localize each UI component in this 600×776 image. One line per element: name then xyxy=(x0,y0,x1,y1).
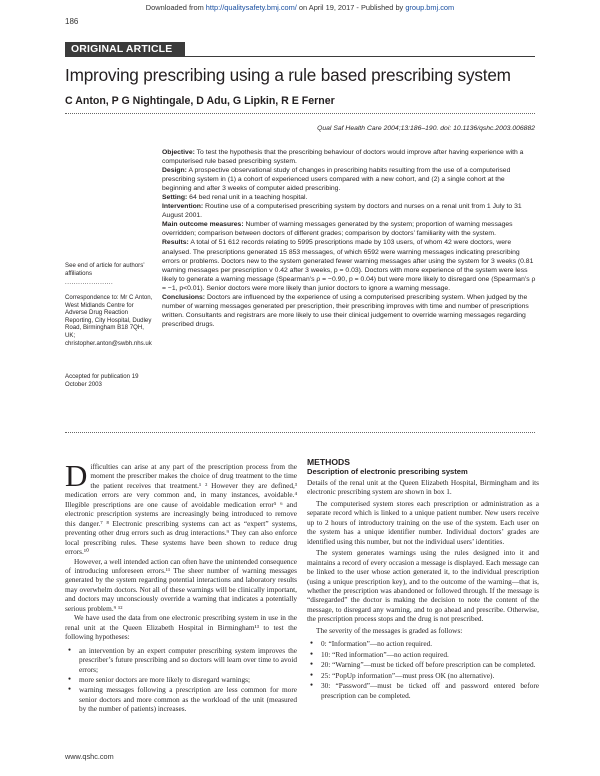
severity-list xyxy=(307,639,539,700)
article-title: Improving prescribing using a rule based prescribing system xyxy=(65,65,511,85)
list-item: ● an intervention by an expert computer prescribing system improves the prescriber’s future prescribing and so doctors will learn over time to avoid errors; xyxy=(65,646,297,674)
methods-subheading: Description of electronic prescribing system xyxy=(307,467,468,476)
abstract-setting: Setting: 64 bed renal unit in a teaching hospital. xyxy=(162,194,308,202)
page-number: 186 xyxy=(65,17,79,26)
methods-paragraph-4: The severity of the messages is graded as follows: xyxy=(316,625,463,635)
methods-paragraph-2: The computerised system stores each prescription or administration as a separate record which is linked to a unique patient number. New users receive up to 2 hours of introductory training on the use of the system. Each user on the system has a unique identifier number. Individual doctors’ grades are identified using this number, but not the individual users’ identities. xyxy=(307,498,539,546)
methods-paragraph-3: The system generates warnings using the rules designed into it and maintains a record of every occasion a message is displayed. Each message can be linked to the user whose action generated it, to the individual prescription (using a unique prescription key), and to the outcome of the warning—that is, whether the prescription was abandoned or followed through. If the message is “disregarded” the doctor is making the decision to note the content of the message, to disregard any warning, and to go ahead and prescribe. Otherwise, the prescription process stops and the drug is not prescribed. xyxy=(307,548,539,624)
list-item: ● warning messages following a prescription are less common for more senior doctors and more common as the workload of the unit (measured by the number of patients) increases. xyxy=(65,685,297,713)
list-item: ● 30: “Password”—must be ticked off and password entered before prescription can be completed. xyxy=(307,681,539,700)
abstract-intervention: Intervention: Routine use of a computerised prescribing system by doctors and nurses on a renal unit from 1 July to 31 August 2001. xyxy=(162,203,522,220)
abstract-objective: Objective: To test the hypothesis that the prescribing behaviour of doctors would improve after having experience with a computerised rule based prescribing system. xyxy=(162,149,524,166)
abstract-results: Results: A total of 51 612 records relating to 5995 prescriptions made by 103 users, of whom 42 were doctors, were analysed. The prescriptions generated 15 853 messages, of which 6592 were warning messages indicating prescribing errors or problems. Doctors new to the system generated fewer warning messages after using the system for 3 weeks (0.81 warning messages per prescription v 0.42 after 3 weeks, p = 0.03). Doctors with more experience of the system were less likely to generate a warning message (Spearman’s ρ = −0.90, p = 0.04) but were more likely to disregard one (Spearman’s ρ = −1, p<0.01). Senior doctors were more likely than junior doctors to ignore a warning message. xyxy=(162,239,536,292)
body-column-left xyxy=(65,458,297,716)
hypotheses-list xyxy=(65,646,297,714)
methods-heading: METHODS xyxy=(307,457,350,467)
download-notice xyxy=(0,3,600,12)
download-link[interactable]: http://qualitysafety.bmj.com/ xyxy=(205,3,297,12)
abstract-design: Design: A prospective observational study of changes in prescribing habits resulting from the use of a computerised prescribing system in (1) a cohort of experienced users compared with a new cohort, and (2) a single cohort at the beginning and after 3 weeks of computer aided prescribing. xyxy=(162,167,511,193)
citation: Qual Saf Health Care 2004;13:186–190. doi: 10.1136/qshc.2003.006882 xyxy=(317,125,535,132)
body-column-right xyxy=(307,457,539,702)
sidebar-separator: ...................... xyxy=(65,279,114,286)
list-item: ● more senior doctors are more likely to disregard warnings; xyxy=(65,675,297,684)
publisher-link[interactable]: group.bmj.com xyxy=(405,3,455,12)
footer-site: www.qshc.com xyxy=(65,752,114,761)
methods-paragraph-1: Details of the renal unit at the Queen Elizabeth Hospital, Birmingham and its electronic prescribing system are shown in box 1. xyxy=(307,478,539,497)
download-prefix: Downloaded from xyxy=(145,3,206,12)
sidebar-affiliations-note: See end of article for authors’ affiliations xyxy=(65,262,145,277)
article-authors: C Anton, P G Nightingale, D Adu, G Lipkin, R E Ferner xyxy=(65,95,335,107)
list-item: ● 20: “Warning”—must be ticked off before prescription can be completed. xyxy=(307,660,539,669)
dotted-divider xyxy=(65,113,535,114)
intro-paragraph-3: We have used the data from one electronic prescribing system in use in the renal unit at the Queen Elizabeth Hospital in Birmingham¹³ to test the following hypotheses: xyxy=(65,613,297,642)
abstract-outcome: Main outcome measures: Number of warning messages generated by the system; proportion of warning messages overridden; comparison between doctors of different grades; comparison by doctors’ familiarity with the system. xyxy=(162,221,513,238)
banner-rule xyxy=(65,56,535,57)
list-item: ● 0: “Information”—no action required. xyxy=(307,639,539,648)
download-mid: on April 19, 2017 - Published by xyxy=(296,3,406,12)
sidebar-correspondence: Correspondence to: Mr C Anton, West Midlands Centre for Adverse Drug Reaction Reporting, City Hospital, Dudley Road, Birmingham B18 7QH, UK; christopher.anton@swbh.nhs.uk xyxy=(65,294,153,347)
intro-paragraph-1: Difficulties can arise at any part of the prescription process from the moment the prescriber makes the choice of drug treatment to the time the patient receives that treatment.¹ ² However they are defined,³ medication errors are very common and, in many instances, avoidable.⁴ Illegible prescriptions are one cause of avoidable medication error⁵ ⁶ and electronic prescription systems are increasingly being introduced to remove this danger.⁷ ⁸ Electronic prescribing systems can act as “expert” systems, preventing other drug errors such as drug interactions.⁹ They can also enforce local prescribing rules. These systems have been shown to reduce drug errors.¹⁰ xyxy=(65,458,297,557)
dotted-divider-lower xyxy=(65,432,535,433)
list-item: ● 25: “PopUp information”—must press OK (no alternative). xyxy=(307,671,539,680)
article-type-banner: ORIGINAL ARTICLE xyxy=(65,42,185,57)
sidebar-accepted: Accepted for publication 19 October 2003 xyxy=(65,373,139,388)
intro-paragraph-2: However, a well intended action can often have the unintended consequence of introducing unforeseen errors.¹¹ The sheer number of warning messages generated by the system regarding potential interactions and laboratory results may overwhelm doctors. Not all of these warnings will be clinically important, and doctors may unconsciously override a warning that indicates a potentially serious problem.⁹ ¹² xyxy=(65,556,297,613)
drop-cap: D xyxy=(65,458,88,493)
abstract xyxy=(162,148,536,329)
abstract-conclusions: Conclusions: Doctors are influenced by the experience of using a computerised prescribing system. When judged by the number of warning messages generated per prescription, their prescribing improves with time and number of prescriptions written. Consultants and registrars are more likely to use their clinical judgement to override warning messages regarding prescribed drugs. xyxy=(162,293,529,328)
list-item: ● 10: “Red information”—no action required. xyxy=(307,650,539,659)
